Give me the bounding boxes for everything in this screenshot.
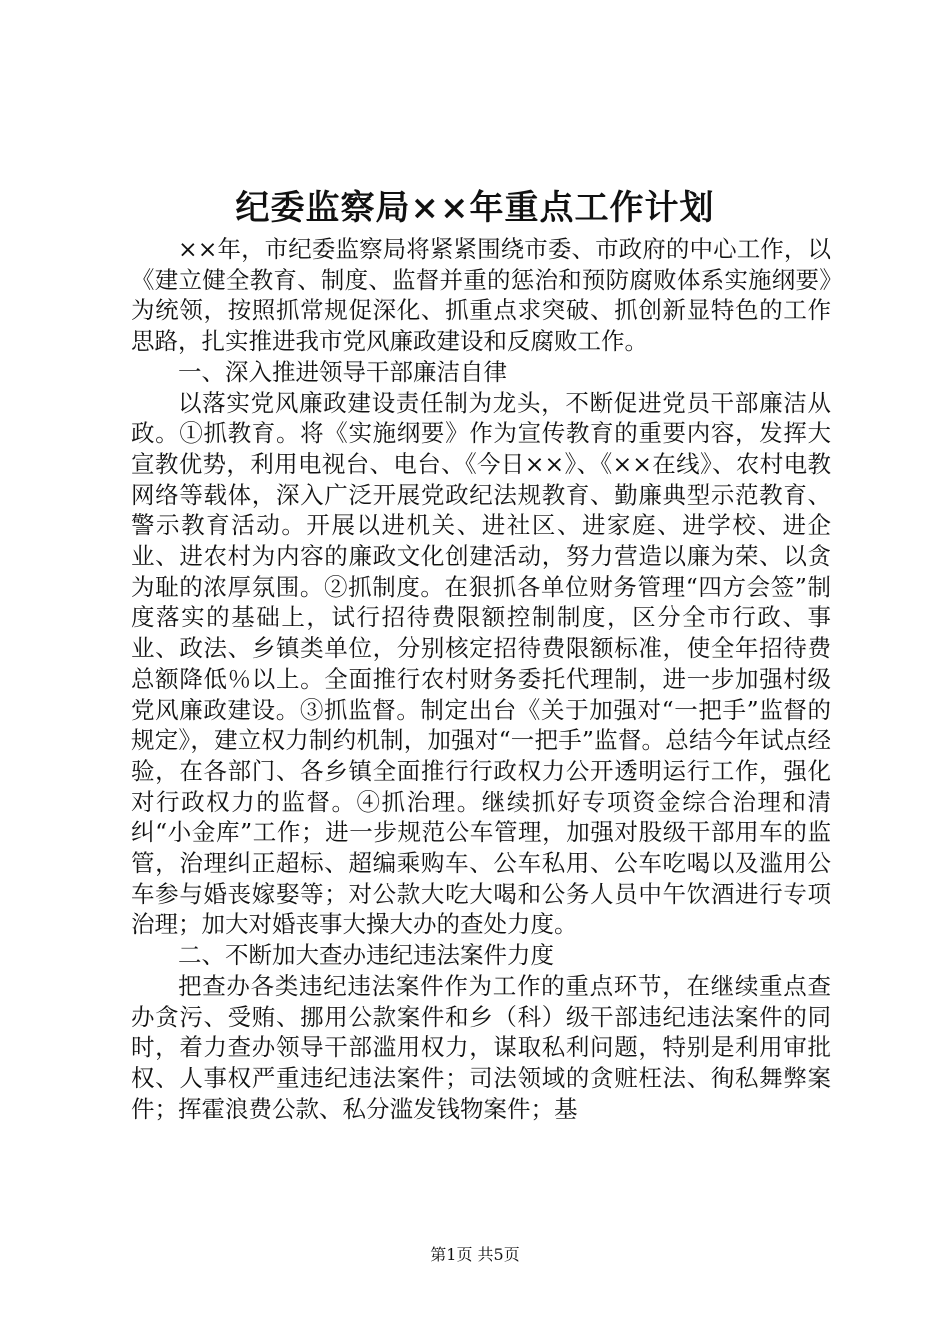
section-heading-1: 一、深入推进领导干部廉洁自律 bbox=[178, 357, 507, 386]
document-title: 纪委监察局××年重点工作计划 bbox=[235, 188, 715, 228]
page-footer: 第1页 共5页 bbox=[430, 1245, 520, 1264]
section-1-paragraph: 以落实党风廉政建设责任制为龙头，不断促进党员干部廉洁从政。①抓教育。将《实施纲要》作为宣传教育的重要内容，发挥大宣教优势，利用电视台、电台、《今日××》、《××在线》、农村电教网络等载体，深入广泛开展党政纪法规教育、勤廉典型示范教育、警示教育活动。开展以进机关、进社区、进家庭、进学校、进企业、进农村为内容的廉政文化创建活动，努力营造以廉为荣、以贪为耻的浓厚氛围。②抓制度。在狠抓各单位财务管理“四方会签”制度落实的基础上，试行招待费限额控制制度，区分全市行政、事业、政法、乡镇类单位，分别核定招待费限额标准，使全年招待费总额降低％以上。全面推行农村财务委托代理制，进一步加强村级党风廉政建设。③抓监督。制定出台《关于加强对“一把手”监督的规定》，建立权力制约机制，加强对“一把手”监督。总结今年试点经验，在各部门、各乡镇全面推行行政权力公开透明运行工作，强化对行政权力的监督。④抓治理。继续抓好专项资金综合治理和清纠“小金库”工作；进一步规范公车管理，加强对股级干部用车的监管，治理纠正超标、超编乘购车、公车私用、公车吃喝以及滥用公车参与婚丧嫁娶等；对公款大吃大喝和公务人员中午饮酒进行专项治理；加大对婚丧事大操大办的查处力度。 bbox=[131, 388, 831, 939]
section-2-paragraph: 把查办各类违纪违法案件作为工作的重点环节，在继续重点查办贪污、受贿、挪用公款案件和乡（科）级干部违纪违法案件的同时，着力查办领导干部滥用权力，谋取私利问题，特别是利用审批权、人事权严重违纪违法案件；司法领域的贪赃枉法、徇私舞弊案件；挥霍浪费公款、私分滥发钱物案件；基 bbox=[131, 971, 831, 1123]
section-heading-2: 二、不断加大查办违纪违法案件力度 bbox=[178, 941, 554, 970]
intro-paragraph: ××年，市纪委监察局将紧紧围绕市委、市政府的中心工作，以《建立健全教育、制度、监督并重的惩治和预防腐败体系实施纲要》为统领，按照抓常规促深化、抓重点求突破、抓创新显特色的工作思路，扎实推进我市党风廉政建设和反腐败工作。 bbox=[131, 235, 831, 356]
document-body bbox=[131, 234, 831, 1124]
